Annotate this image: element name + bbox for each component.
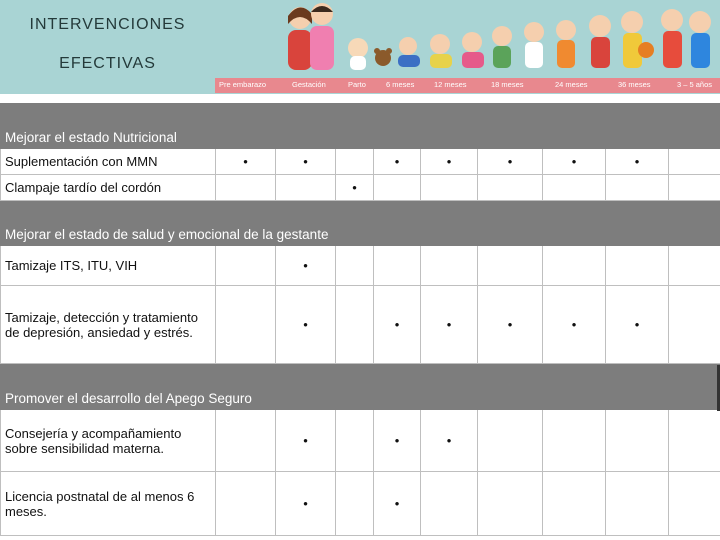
intervention-label: Suplementación con MMN: [1, 149, 216, 175]
bullet-mark: •: [421, 410, 478, 472]
section-title: Mejorar el estado de salud y emocional de la gestante: [1, 201, 720, 246]
intervention-label: Clampaje tardío del cordón: [1, 175, 216, 201]
empty-cell: [669, 286, 720, 364]
page-title-line1: INTERVENCIONES: [29, 16, 186, 33]
bullet-mark: •: [421, 286, 478, 364]
page-title-line2: EFECTIVAS: [59, 55, 156, 72]
stage-label: Parto: [348, 80, 366, 89]
bullet-mark: •: [276, 286, 336, 364]
table-row: [1, 410, 720, 472]
empty-cell: [606, 472, 669, 536]
bullet-mark: •: [606, 149, 669, 175]
empty-cell: [606, 410, 669, 472]
intervention-label: Licencia postnatal de al menos 6 meses.: [1, 472, 216, 536]
section-row: [1, 201, 720, 246]
empty-cell: [216, 286, 276, 364]
empty-cell: [669, 175, 720, 201]
empty-cell: [374, 175, 421, 201]
empty-cell: [336, 410, 374, 472]
stage-label: 24 meses: [555, 80, 588, 89]
bullet-mark: •: [478, 286, 543, 364]
empty-cell: [216, 175, 276, 201]
empty-cell: [669, 472, 720, 536]
section-row: [1, 364, 720, 410]
empty-cell: [669, 246, 720, 286]
empty-cell: [543, 246, 606, 286]
bullet-mark: •: [374, 149, 421, 175]
table-row: [1, 175, 720, 201]
empty-cell: [216, 246, 276, 286]
empty-cell: [606, 246, 669, 286]
family-children-illustration: [280, 0, 720, 78]
stage-label: 12 meses: [434, 80, 467, 89]
bullet-mark: •: [374, 472, 421, 536]
bullet-mark: •: [478, 149, 543, 175]
bullet-mark: •: [374, 410, 421, 472]
stage-label: 6 meses: [386, 80, 415, 89]
stage-label: Pre embarazo: [219, 80, 267, 89]
empty-cell: [216, 472, 276, 536]
empty-cell: [543, 410, 606, 472]
empty-cell: [336, 472, 374, 536]
bullet-mark: •: [543, 149, 606, 175]
table-row: [1, 246, 720, 286]
empty-cell: [478, 472, 543, 536]
empty-cell: [478, 246, 543, 286]
empty-cell: [336, 286, 374, 364]
empty-cell: [421, 472, 478, 536]
stage-label: 36 meses: [618, 80, 651, 89]
bullet-mark: •: [421, 149, 478, 175]
intervention-label: Tamizaje, detección y tratamiento de depresión, ansiedad y estrés.: [1, 286, 216, 364]
section-title: Promover el desarrollo del Apego Seguro: [1, 364, 720, 410]
table-row: [1, 472, 720, 536]
bullet-mark: •: [216, 149, 276, 175]
bullet-mark: •: [374, 286, 421, 364]
table-row: [1, 149, 720, 175]
table-row: [1, 286, 720, 364]
stage-label: 18 meses: [491, 80, 524, 89]
bullet-mark: •: [543, 286, 606, 364]
intervention-label: Tamizaje ITS, ITU, VIH: [1, 246, 216, 286]
empty-cell: [216, 410, 276, 472]
interventions-table: [0, 103, 720, 536]
intervention-label: Consejería y acompañamiento sobre sensibilidad materna.: [1, 410, 216, 472]
empty-cell: [276, 175, 336, 201]
bullet-mark: •: [276, 472, 336, 536]
empty-cell: [336, 246, 374, 286]
empty-cell: [669, 149, 720, 175]
empty-cell: [478, 410, 543, 472]
empty-cell: [669, 410, 720, 472]
stage-label: 3 – 5 años: [677, 80, 713, 89]
empty-cell: [421, 246, 478, 286]
section-title: Mejorar el estado Nutricional: [1, 104, 720, 149]
empty-cell: [543, 175, 606, 201]
bullet-mark: •: [276, 246, 336, 286]
empty-cell: [478, 175, 543, 201]
empty-cell: [374, 246, 421, 286]
empty-cell: [543, 472, 606, 536]
bullet-mark: •: [606, 286, 669, 364]
bullet-mark: •: [336, 175, 374, 201]
section-row: [1, 104, 720, 149]
bullet-mark: •: [276, 149, 336, 175]
stage-label: Gestación: [292, 80, 326, 89]
empty-cell: [606, 175, 669, 201]
bullet-mark: •: [276, 410, 336, 472]
empty-cell: [421, 175, 478, 201]
empty-cell: [336, 149, 374, 175]
